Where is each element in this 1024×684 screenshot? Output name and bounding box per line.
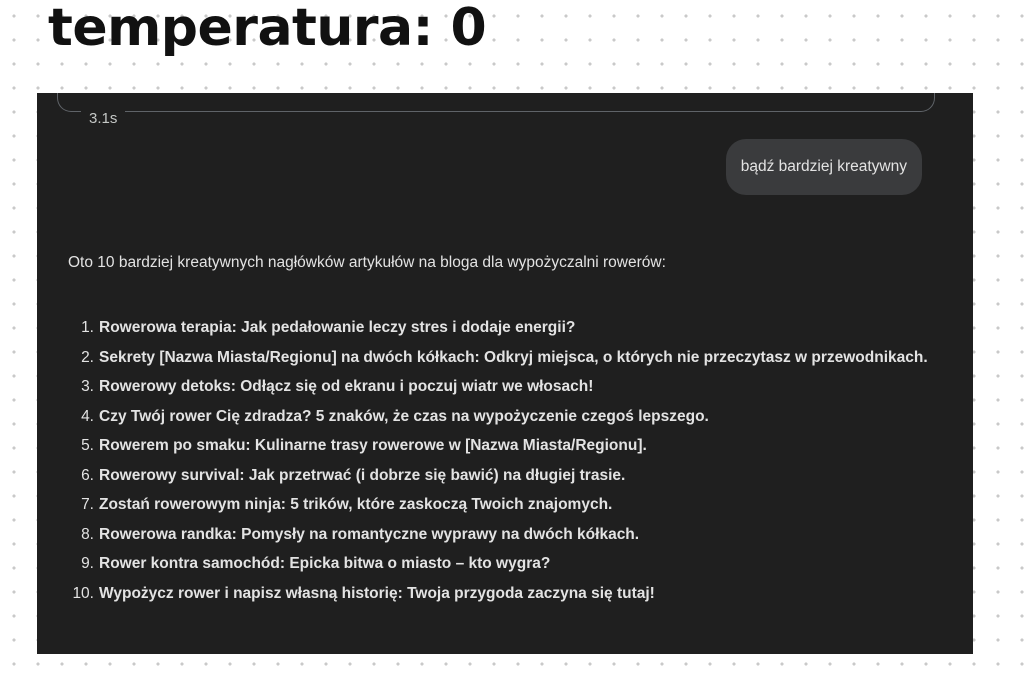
list-item-number: 4. <box>81 407 94 425</box>
list-item <box>68 464 928 488</box>
chat-panel <box>37 93 973 654</box>
list-item-text: Sekrety [Nazwa Miasta/Regionu] na dwóch kółkach: Odkryj miejsca, o których nie przeczytasz w przewodnikach. <box>99 348 928 366</box>
response-intro: Oto 10 bardziej kreatywnych nagłówków artykułów na bloga dla wypożyczalni rowerów: <box>68 254 666 271</box>
list-item-number: 9. <box>81 555 94 572</box>
list-item-number: 7. <box>81 496 94 513</box>
list-item <box>68 375 928 399</box>
slide-title: temperatura: 0 <box>48 0 487 58</box>
list-item-text: Czy Twój rower Cię zdradza? 5 znaków, że czas na wypożyczenie czegoś lepszego. <box>99 407 709 425</box>
list-item-number: 3. <box>81 378 94 395</box>
list-item <box>68 346 928 370</box>
list-item-text: Zostań rowerowym ninja: 5 trików, które zaskoczą Twoich znajomych. <box>99 496 613 513</box>
list-item-text: Rowerowa randka: Pomysły na romantyczne wyprawy na dwóch kółkach. <box>99 525 640 543</box>
list-item-number: 5. <box>81 437 94 454</box>
list-item-text: Rowerowa terapia: Jak pedałowanie leczy stres i dodaje energii? <box>99 319 576 336</box>
list-item <box>68 582 928 606</box>
list-item-number: 6. <box>81 466 94 484</box>
list-item-number: 10. <box>72 584 94 602</box>
list-item-text: Rowerem po smaku: Kulinarne trasy rowerowe w [Nazwa Miasta/Regionu]. <box>99 437 647 454</box>
list-item-number: 2. <box>81 348 94 366</box>
list-item-text: Rowerowy survival: Jak przetrwać (i dobrze się bawić) na długiej trasie. <box>99 466 626 484</box>
list-item <box>68 434 928 458</box>
user-message-bubble: bądź bardziej kreatywny <box>726 139 922 195</box>
thought-panel-border[interactable] <box>57 93 935 112</box>
list-item <box>68 316 928 340</box>
list-item <box>68 493 928 517</box>
list-item-number: 8. <box>81 525 94 543</box>
thought-duration: 3.1s <box>81 110 125 127</box>
list-item-number: 1. <box>81 319 94 336</box>
list-item-text: Rowerowy detoks: Odłącz się od ekranu i poczuj wiatr we włosach! <box>99 378 594 395</box>
list-item-text: Wypożycz rower i napisz własną historię: Twoja przygoda zaczyna się tutaj! <box>99 584 655 602</box>
list-item <box>68 405 928 429</box>
list-item <box>68 523 928 547</box>
list-item-text: Rower kontra samochód: Epicka bitwa o miasto – kto wygra? <box>99 555 551 572</box>
response-list <box>68 316 928 611</box>
list-item <box>68 552 928 576</box>
